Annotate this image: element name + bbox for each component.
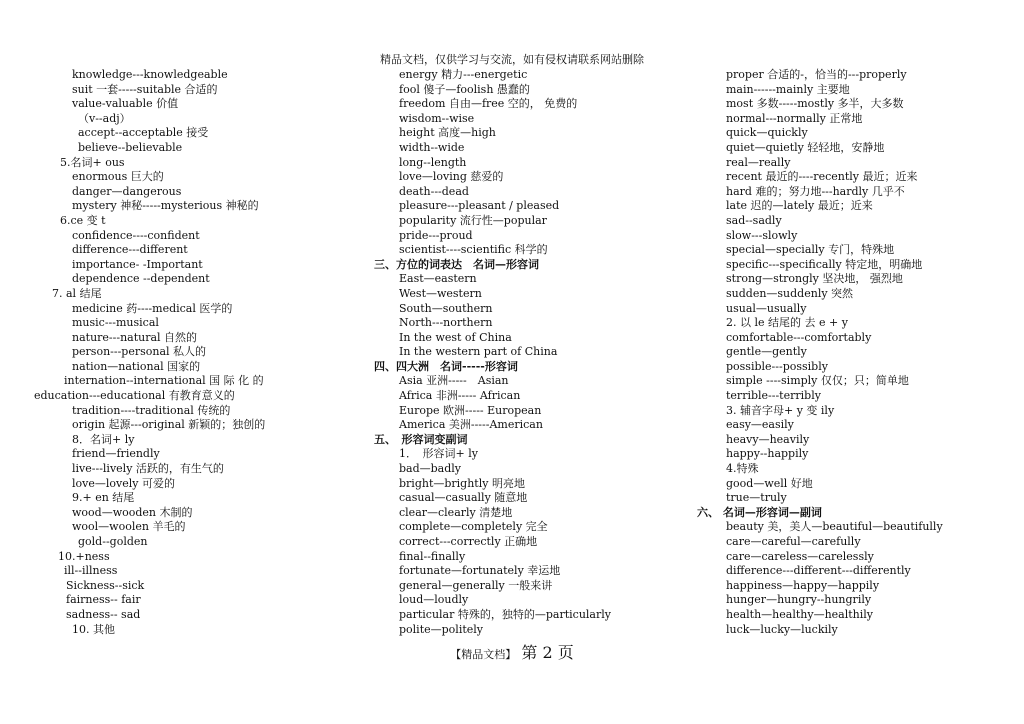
word-entry: comfortable---comfortably [726, 330, 872, 344]
word-entry: value-valuable 价值 [72, 97, 179, 111]
word-entry: strong—strongly 坚决地， 强烈地 [726, 272, 903, 286]
word-entry: normal---normally 正常地 [726, 111, 863, 125]
word-entry: 7. al 结尾 [52, 286, 102, 300]
word-entry: sad--sadly [726, 213, 782, 227]
word-entry: Sickness--sick [66, 578, 145, 592]
word-entry: West—western [399, 286, 482, 300]
word-entry: particular 特殊的，独特的—particularly [399, 607, 611, 621]
word-entry: dependence --dependent [72, 272, 210, 286]
word-entry: complete—completely 完全 [399, 520, 548, 534]
word-entry: bright—brightly 明亮地 [399, 476, 525, 490]
word-entry: tradition----traditional 传统的 [72, 403, 231, 417]
word-entry: mystery 神秘-----mysterious 神秘的 [72, 199, 259, 213]
section-heading: 五、 形容词变副词 [374, 432, 468, 446]
word-entry: knowledge---knowledgeable [72, 68, 228, 81]
word-entry: origin 起源---original 新颖的；独创的 [72, 418, 266, 432]
word-entry: height 高度—high [399, 126, 496, 140]
word-entry: long--length [399, 155, 467, 169]
word-entry: care—careful—carefully [726, 535, 861, 548]
word-entry: real—really [726, 155, 791, 169]
word-entry: special—specially 专门，特殊地 [726, 243, 895, 257]
word-entry: true—truly [726, 491, 787, 505]
word-entry: 3. 辅音字母+ y 变 ily [726, 403, 835, 417]
word-entry: proper 合适的-，恰当的---properly [726, 68, 907, 81]
word-entry: wisdom--wise [399, 111, 475, 125]
section-heading: 六、 名词—形容词—副词 [697, 505, 822, 519]
word-entry: 9.+ en 结尾 [72, 491, 135, 505]
word-entry: importance- -Important [72, 257, 203, 271]
word-entry: difference---different---differently [726, 564, 911, 578]
word-entry: In the western part of China [399, 345, 558, 359]
page-prefix: 第 [521, 643, 538, 662]
word-entry: good—well 好地 [726, 476, 813, 490]
word-entry: love—loving 慈爱的 [399, 170, 504, 184]
word-entry: South—southern [399, 301, 493, 315]
word-entry: 10.+ness [58, 549, 110, 563]
word-entry: 1． 形容词+ ly [399, 447, 478, 461]
page-footer [0, 642, 1024, 666]
word-entry: freedom 自由—free 空的， 免费的 [399, 97, 578, 111]
word-entry: suit 一套-----suitable 合适的 [72, 82, 218, 96]
word-entry: specific---specifically 特定地，明确地 [726, 257, 923, 271]
word-entry: loud—loudly [399, 593, 469, 607]
section-heading: 四、四大洲 名词-----形容词 [374, 359, 518, 373]
column-left [30, 68, 350, 637]
word-entry: live---lively 活跃的，有生气的 [72, 462, 224, 476]
word-entry: hunger—hungry--hungrily [726, 593, 872, 607]
word-entry: 2. 以 le 结尾的 去 e + y [726, 316, 848, 330]
footer-tag: 【精品文档】 [450, 648, 517, 661]
word-entry: care—careless—carelessly [726, 549, 874, 563]
word-entry: correct---correctly 正确地 [399, 535, 538, 548]
word-entry: accept--acceptable 接受 [78, 126, 209, 140]
word-entry: In the west of China [399, 330, 512, 344]
word-entry: scientist----scientific 科学的 [399, 243, 548, 257]
word-entry: 6.ce 变 t [60, 213, 106, 227]
word-entry: enormous 巨大的 [72, 170, 164, 184]
word-entry: （v--adj） [78, 111, 131, 125]
word-entry: usual—usually [726, 301, 807, 315]
word-entry: Europe 欧洲----- European [399, 403, 542, 417]
word-entry: slow---slowly [726, 228, 798, 242]
word-entry: 8．名词+ ly [72, 432, 135, 446]
word-entry: nation—national 国家的 [72, 359, 201, 373]
word-entry: person---personal 私人的 [72, 345, 207, 359]
word-entry: health—healthy—healthily [726, 607, 873, 621]
word-entry: main------mainly 主要地 [726, 82, 850, 96]
word-entry: America 美洲-----American [399, 418, 543, 432]
word-entry: sadness-- sad [66, 607, 141, 621]
word-entry: late 迟的—lately 最近；近来 [726, 199, 873, 213]
word-entry: Asia 亚洲----- Asian [399, 374, 509, 388]
word-entry: pride---proud [399, 228, 473, 242]
word-entry: confidence----confident [72, 228, 200, 242]
word-entry: gold--golden [78, 535, 148, 548]
word-entry: energy 精力---energetic [399, 68, 528, 81]
word-entry: most 多数-----mostly 多半，大多数 [726, 97, 904, 111]
word-entry: luck—lucky—luckily [726, 622, 838, 636]
word-entry: danger—dangerous [72, 184, 182, 198]
word-entry: happiness—happy—happily [726, 578, 880, 592]
column-right [693, 68, 1013, 637]
word-entry: beauty 美，美人—beautiful—beautifully [726, 520, 943, 534]
word-entry: casual—casually 随意地 [399, 491, 528, 505]
word-entry: general—generally 一般来讲 [399, 578, 553, 592]
word-entry: recent 最近的----recently 最近；近来 [726, 170, 918, 184]
word-entry: fool 傻子—foolish 愚蠢的 [399, 82, 530, 96]
word-entry: quiet—quietly 轻轻地，安静地 [726, 140, 885, 154]
word-entry: pleasure---pleasant / pleased [399, 199, 560, 213]
word-entry: fortunate—fortunately 幸运地 [399, 564, 561, 578]
word-entry: difference---different [72, 243, 188, 257]
word-entry: 10. 其他 [72, 622, 115, 636]
word-entry: ill--illness [64, 564, 118, 578]
word-entry: bad—badly [399, 462, 462, 476]
word-entry: polite—politely [399, 622, 483, 636]
word-entry: sudden—suddenly 突然 [726, 286, 854, 300]
word-entry: internation--international 国 际 化 的 [64, 374, 264, 388]
word-entry: simple ----simply 仅仅；只；简单地 [726, 374, 909, 388]
section-heading: 三、方位的词表达 名词—形容词 [374, 257, 539, 271]
word-entry: happy--happily [726, 447, 809, 461]
word-entry: death---dead [399, 184, 469, 198]
word-entry: clear—clearly 清楚地 [399, 505, 513, 519]
word-entry: North---northern [399, 316, 493, 330]
word-entry: terrible---terribly [726, 389, 821, 403]
word-entry: possible---possibly [726, 359, 828, 373]
word-entry: friend—friendly [72, 447, 160, 461]
page-header: 精品文档，仅供学习与交流，如有侵权请联系网站删除 [380, 53, 644, 66]
word-entry: gentle—gently [726, 345, 807, 359]
word-entry: Africa 非洲----- African [399, 389, 521, 403]
word-entry: easy—easily [726, 418, 794, 432]
word-entry: education---educational 有教育意义的 [34, 389, 235, 403]
word-entry: popularity 流行性—popular [399, 213, 547, 227]
column-middle [370, 68, 700, 637]
word-entry: fairness-- fair [66, 593, 141, 607]
word-entry: nature---natural 自然的 [72, 330, 198, 344]
word-entry: quick—quickly [726, 126, 808, 140]
word-entry: music---musical [72, 316, 159, 330]
word-entry: width--wide [399, 140, 465, 154]
page-suffix: 页 [557, 643, 574, 662]
word-entry: 4.特殊 [726, 462, 759, 476]
word-entry: wool—woolen 羊毛的 [72, 520, 186, 534]
word-entry: final--finally [399, 549, 466, 563]
page-number: 2 [542, 643, 553, 662]
word-entry: East—eastern [399, 272, 477, 286]
word-entry: 5.名词+ ous [60, 155, 125, 169]
word-entry: believe--believable [78, 140, 183, 154]
word-entry: heavy—heavily [726, 432, 810, 446]
word-entry: medicine 药----medical 医学的 [72, 301, 233, 315]
word-entry: love—lovely 可爱的 [72, 476, 175, 490]
word-entry: hard 难的；努力地---hardly 几乎不 [726, 184, 905, 198]
word-entry: wood—wooden 木制的 [72, 505, 193, 519]
